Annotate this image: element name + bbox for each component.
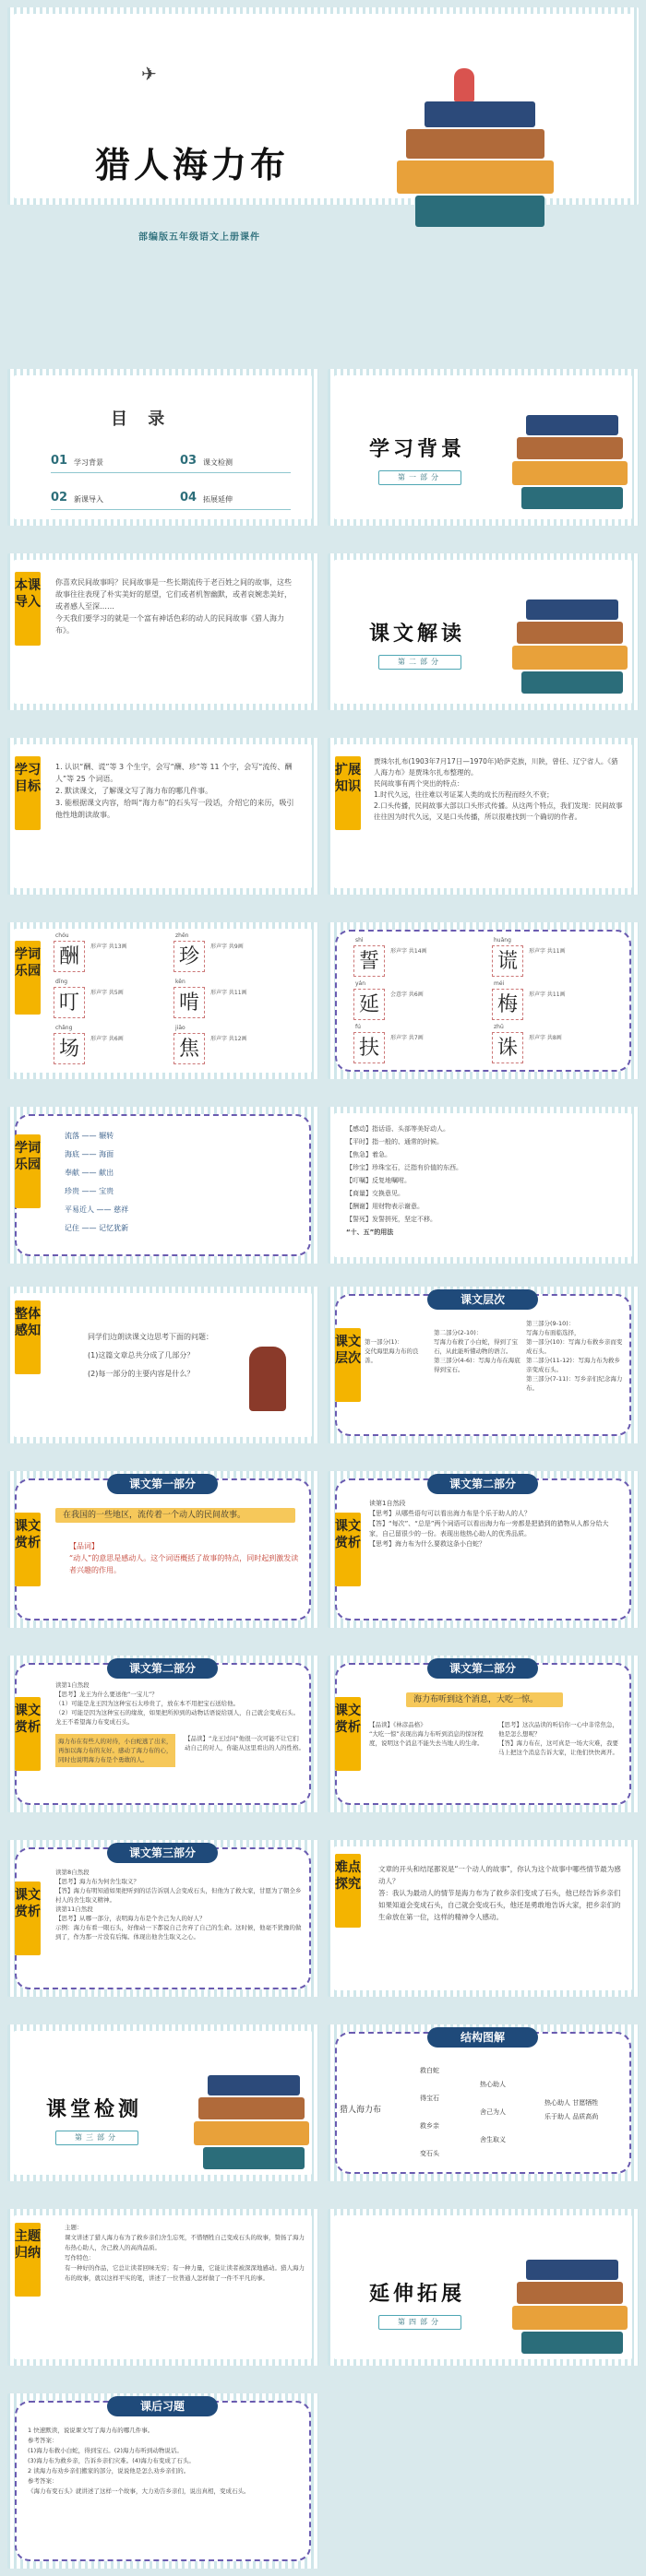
toc-num-4: 04 — [180, 491, 197, 505]
char-pinyin: zhēn — [175, 932, 189, 939]
char-pinyin: chǎng — [55, 1025, 73, 1031]
definition: 【焦急】着急。 — [346, 1151, 391, 1158]
char-pinyin: yán — [355, 980, 366, 987]
char-note: 形声字 共7画 — [390, 1035, 424, 1041]
char-box: 焦 — [173, 1033, 205, 1064]
part-2b-title: 课文第二部分 — [107, 1658, 218, 1679]
char-pinyin: kěn — [175, 979, 185, 985]
tag-part-2b: 课文赏析 — [15, 1697, 41, 1771]
tag-layers: 课文层次 — [335, 1328, 361, 1402]
tag-words-1: 学词乐园 — [15, 941, 41, 1015]
layers-title: 课文层次 — [427, 1289, 538, 1310]
part-2a-text: 读第1自然段 【思考】从哪些语句可以看出海力布是个乐于助人的人？ 【答】“每次”、“总是”两个词语可以看出海力布一旁都是把猎到的猎物从人都分给大家，自己留很少的一份。表现出他热心助人的优秀品质。 【思考】海力布为什么要救这条小白蛇？ — [369, 1500, 609, 1548]
perceive-text: 同学们边朗读课文边思考下面的问题： (1)这篇文章总共分成了几部分？ (2)每一部分的主要内容是什么？ — [88, 1333, 213, 1378]
word-line: 海底 —— 海面 — [65, 1150, 114, 1158]
char-note: 形声字 共11画 — [210, 990, 247, 996]
toc-num-3: 03 — [180, 454, 197, 468]
part-2b-a: 海力布在有些人的对待，小白蛇逃了出来，再加以海力布的友好。感动了海力布的心，同时也说明海力布是个勇敢的人。 — [55, 1734, 175, 1767]
char-note: 形声字 共11画 — [529, 991, 566, 998]
main-title: 猎人海力布 — [95, 145, 290, 185]
section-2-part: 第二部分 — [378, 655, 461, 670]
char-note: 形声字 共13画 — [90, 944, 127, 950]
char-note: 形声字 共6画 — [90, 1036, 124, 1042]
section-3-part: 第三部分 — [55, 2131, 138, 2145]
tag-part-2a: 课文赏析 — [335, 1513, 361, 1586]
char-box: 叮 — [54, 987, 85, 1018]
char-box: 梅 — [492, 989, 523, 1020]
toc-item-2[interactable]: 新课导入 — [74, 495, 103, 504]
section-1-part: 第一部分 — [378, 470, 461, 485]
char-pinyin: fú — [355, 1024, 361, 1030]
theme-text: 主题： 课文讲述了猎人海力布为了救乡亲们舍生忘死，不惜牺牲自己变成石头的故事，赞扬了海力布热心助人，舍己救人的高尚品质。 写作特色： 有一种好的作品，它总让读者回味无穷；有一种力量，它能让读者被深深地感动。猎人海力布的故事，就以这样平实的笔，讲述了一位普通人怎样做了一件不平凡的事。 — [65, 2224, 305, 2282]
char-box: 谎 — [492, 945, 523, 977]
char-box: 延 — [353, 989, 385, 1020]
tag-theme: 主题归纳 — [15, 2223, 41, 2297]
paper-plane-icon: ✈ — [141, 63, 157, 85]
goals-text: 1. 认识“酬、谎”等 3 个生字，会写“酬、珍”等 11 个字，会写“流传、酬人”等 25 个词语。 2. 默读课文，了解课文写了海力布的哪几件事。 3. 能根据课文内容，给叫“海力布”的石头写一段话，介绍它的来历，吸引他性地朗读故事。 — [55, 763, 294, 819]
structure-center: 猎人海力布 — [340, 2106, 382, 2115]
char-pinyin: chóu — [55, 932, 69, 939]
section-3-title: 课堂检测 — [46, 2098, 143, 2121]
toc-item-1[interactable]: 学习背景 — [74, 458, 103, 467]
part-1-note: 【品词】 “动人”的意思是感动人。这个词语概括了故事的特点，同时起到激发读者兴趣的作用。 — [69, 1542, 299, 1574]
structure-right: 乐于助人 品质高尚 — [544, 2113, 599, 2120]
tag-difficulty: 难点探究 — [335, 1854, 361, 1928]
char-note: 形声字 共9画 — [210, 944, 244, 950]
structure-mid: 舍生取义 — [480, 2136, 506, 2143]
char-pinyin: shì — [355, 937, 364, 944]
intro-text: 你喜欢民间故事吗？民间故事是一些长期流传于老百姓之间的故事，这些故事往往表现了朴实美好的愿望，它们或者机智幽默，或者哀婉悲美好，或者感人至深…… 今天我们要学习的就是一个富有神话色彩的动人的民间故事《猎人海力布》。 — [55, 578, 292, 635]
structure-branch: 救乡亲 — [420, 2122, 439, 2130]
part-2b-text: 读第1自然段 【思考】龙王为什么要送他“一宝儿”？ （1）可能是龙王因为这种宝石太珍贵了，放在本不用把宝石送给他。 （2）可能是因为这种宝石的缘故，如果把所掉到的动物话语说给别人，自己就会变成石头。龙王不希望海力布变成石头。 — [55, 1681, 300, 1726]
section-1-title: 学习背景 — [369, 438, 466, 461]
char-box: 场 — [54, 1033, 85, 1064]
definition: 【酬谢】用财物表示谢意。 — [346, 1203, 424, 1210]
word-line: 平易近人 —— 慈祥 — [65, 1205, 129, 1214]
definition: 【珍宝】珍珠宝石，泛指有价值的东西。 — [346, 1164, 462, 1171]
char-note: 形声字 共14画 — [390, 948, 427, 955]
char-box: 啃 — [173, 987, 205, 1018]
tag-part-2c: 课文赏析 — [335, 1697, 361, 1771]
toc-item-4[interactable]: 拓展延伸 — [203, 495, 233, 504]
exercises-text: 1 快速默读，说说课文写了海力布的哪几件事。 参考答案： (1)海力布救小白蛇，得到宝石。(2)海力布听到动物说话。 (3)海力布为救乡亲，告诉乡亲们灾难。(4)海力布变成了石头。 2 读海力布劝乡亲们搬家的部分，说说他是怎么劝乡亲们的。 参考答案： 《海力布变石头》就讲述了这样一个故事，大力劝告乡亲们，说出真相，变成石头。 — [28, 2427, 250, 2495]
definition: 【叮嘱】反复地嘱咐。 — [346, 1177, 411, 1184]
quote-bar: 海力布听到这个消息，大吃一惊。 — [406, 1692, 563, 1707]
char-pinyin: jiāo — [175, 1025, 185, 1031]
definition: 【平时】指一般的、通常的时候。 — [346, 1138, 443, 1146]
tag-knowledge: 扩展知识 — [335, 756, 361, 830]
toc-num-1: 01 — [51, 454, 68, 468]
structure-right: 热心助人 甘愿牺牲 — [544, 2099, 599, 2107]
structure-mid: 热心助人 — [480, 2081, 506, 2088]
part-3-text: 读第8自然段 【思考】海力布为何舍生取义？ 【答】海力布明知道如果把听到的话告诉别人会变成石头，但他为了救大家，甘愿为了朝全乡村人的舍生取义精神。 读第11自然段 【思考】从哪一部分，表明海力布是个舍己为人的好人？ 示例：海力布看一眼石头，好像动一下都说自己舍弃了自己的生命。这时候，他毫不犹豫的做到了，作为那一片没有后悔。体现出他舍生取义之心。 — [55, 1869, 302, 1941]
tag-goals: 学习目标 — [15, 756, 41, 830]
structure-mid: 舍己为人 — [480, 2108, 506, 2116]
slide-words-3 — [7, 1107, 318, 1264]
word-line: 珍贵 —— 宝贵 — [65, 1187, 114, 1195]
part-2c-title: 课文第二部分 — [427, 1658, 538, 1679]
layer-col-1: 第一部分(1)： 交代海里海力布的良善。 — [365, 1338, 419, 1364]
char-note: 会意字 共6画 — [390, 991, 424, 998]
char-note: 形声字 共11画 — [529, 948, 566, 955]
tag-part-3: 课文赏析 — [15, 1882, 41, 1955]
char-box: 珍 — [173, 941, 205, 972]
toc-title: 目 录 — [111, 410, 173, 429]
char-box: 誓 — [353, 945, 385, 977]
difficulty-text: 文章的开头和结尾都说是“一个动人的故事”，你认为这个故事中哪些情节最为感动人？ 答：我认为最动人的情节是海力布为了救乡亲们变成了石头，他已经告诉乡亲们如果知道会变成石头，自己就会变成石头，他还是勇敢地告诉大家，把乡亲们的生命放在第一位，这样的精神令人感动。 — [378, 1865, 621, 1921]
part-2a-title: 课文第二部分 — [427, 1474, 538, 1494]
slide-part-2a — [328, 1471, 639, 1628]
toc-item-3[interactable]: 课文检测 — [203, 458, 233, 467]
char-pinyin: dīng — [55, 979, 68, 985]
char-pinyin: zhū — [494, 1024, 504, 1030]
char-box: 扶 — [353, 1032, 385, 1063]
section-2-title: 课文解读 — [369, 623, 466, 646]
char-box: 诛 — [492, 1032, 523, 1063]
definition: 【誓死】发誓拼死，坚定不移。 — [346, 1216, 437, 1223]
char-note: 形声字 共8画 — [529, 1035, 562, 1041]
book-stack — [397, 65, 581, 240]
toc-num-2: 02 — [51, 491, 68, 505]
part-1-title: 课文第一部分 — [107, 1474, 218, 1494]
tag-part-1: 课文赏析 — [15, 1513, 41, 1586]
section-4-part: 第四部分 — [378, 2315, 461, 2330]
structure-branch: 救白蛇 — [420, 2067, 439, 2074]
part-2c-b: 【思考】这次品读的听信你一心中非常焦急，他是怎么想呢？ 【答】海力布在，这可真是一场大灾难，我要马上把这个消息告诉大家，让他们快快离开。 — [498, 1721, 618, 1756]
char-note: 形声字 共12画 — [210, 1036, 247, 1042]
word-line: 奉献 —— 献出 — [65, 1169, 114, 1177]
tag-intro: 本课导入 — [15, 572, 41, 646]
structure-title: 结构图解 — [427, 2027, 538, 2048]
char-pinyin: méi — [494, 980, 505, 987]
part-3-title: 课文第三部分 — [107, 1843, 218, 1863]
tag-words-3: 学词乐园 — [15, 1134, 41, 1208]
char-note: 形声字 共5画 — [90, 990, 124, 996]
char-box: 酬 — [54, 941, 85, 972]
section-4-title: 延伸拓展 — [369, 2283, 466, 2306]
part-2b-b: 【品读】“龙王过问”他很一次可能不让它们动自己的对人，你能从这里看出的人的性格。 — [185, 1735, 305, 1751]
word-line: 流落 —— 辗转 — [65, 1132, 114, 1140]
layer-col-2: 第二部分(2-10)： 写海力布救了小白蛇，得到了宝石，从此能听懂动物的语言。 第三部分(4-6)：写海力布在海底得到宝石。 — [434, 1329, 520, 1373]
definition: 【感动】指话语、头部等美好动人。 — [346, 1125, 449, 1133]
quote-bar: 在我国的一些地区，流传着一个动人的民间故事。 — [55, 1508, 295, 1523]
char-pinyin: huǎng — [494, 937, 511, 944]
dashed-frame — [15, 1114, 311, 1256]
definition: “十、五”的用法 — [346, 1229, 394, 1236]
knowledge-text: 贾珠尔扎布(1903年7月17日—1970年)哈萨克族，川陕，曾任、辽宁省人。《猎人海力布》是贾珠尔扎布整理的。 民间故事有两个突出的特点： 1.时代久远，往往难以考证某人类的成长历程而经久不衰； 2.口头传播，民间故事大部以口头形式传播。从这两个特点，我们发现：民间故事往往因为时代久远，又是口头传播，所以很难找到一个确切的作者。 — [374, 757, 623, 821]
layer-col-3: 第三部分(9-10)： 写海力布面临选择， 第一部分(10)：写海力布救乡亲而变成石头。 第二部分(11-12)：写海力布为救乡亲变成石头。 第三部分(7-11)：写乡亲们纪念海力布。 — [526, 1320, 623, 1392]
structure-branch: 变石头 — [420, 2150, 439, 2157]
tag-perceive: 整体感知 — [15, 1300, 41, 1374]
exercises-title: 课后习题 — [107, 2396, 218, 2416]
definition: 【商量】交换意见。 — [346, 1190, 404, 1197]
part-2c-a: 【品读】《林彦品格》 “大吃一惊”表现出海力布听到消息的惊讶程度，说明这个消息不能失去当地人的生命。 — [369, 1721, 484, 1747]
structure-branch: 得宝石 — [420, 2095, 439, 2102]
subtitle: 部编版五年级语文上册课件 — [138, 232, 260, 243]
word-line: 记住 —— 记忆犹新 — [65, 1224, 129, 1232]
